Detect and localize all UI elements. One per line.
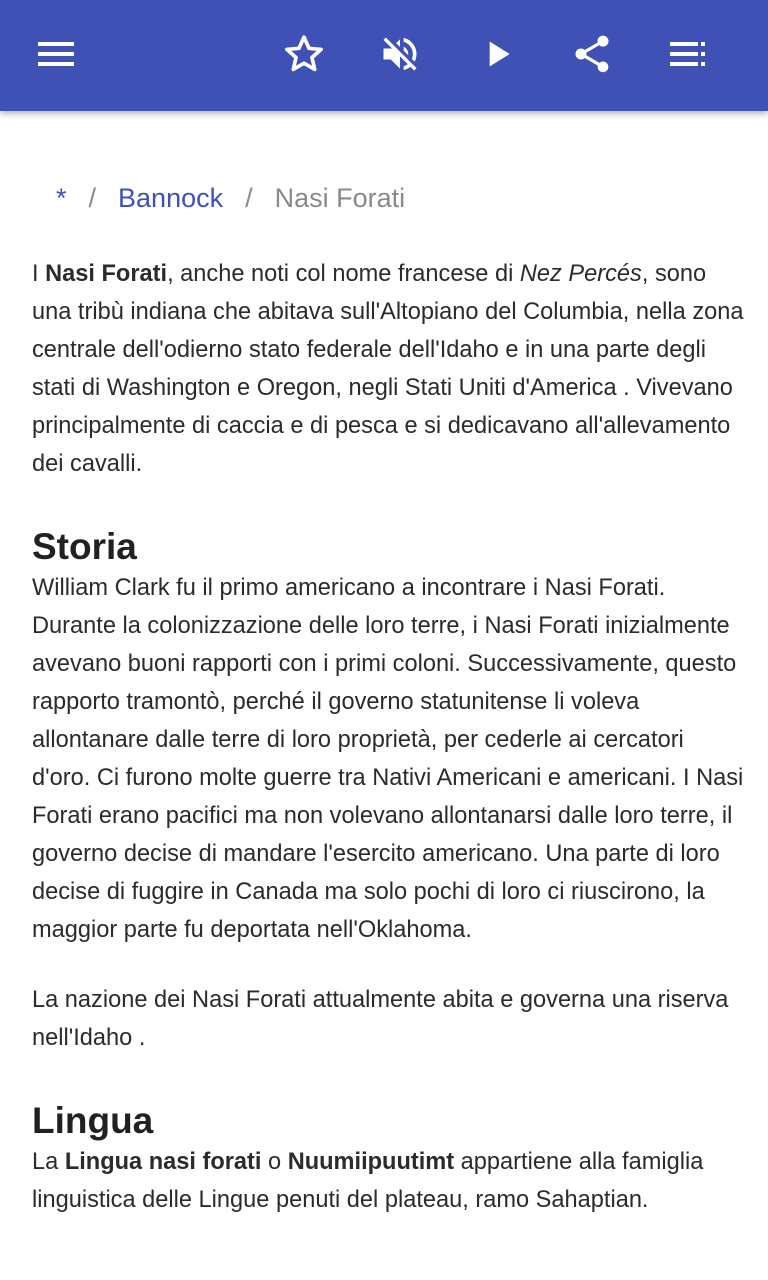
table-of-contents-button[interactable] <box>660 26 716 82</box>
share-icon <box>570 32 614 76</box>
section-heading-lingua: Lingua <box>32 1100 154 1141</box>
breadcrumb-home-link[interactable]: * <box>56 183 67 213</box>
share-button[interactable] <box>564 26 620 82</box>
breadcrumb-current: Nasi Forati <box>274 183 406 213</box>
breadcrumb-separator: / <box>88 183 97 213</box>
volume-off-icon <box>378 32 422 76</box>
intro-term: Nasi Forati <box>45 261 168 287</box>
lingua-term: Lingua nasi forati <box>64 1149 262 1175</box>
article-body <box>32 255 744 1219</box>
app-bar <box>0 0 768 111</box>
lingua-text: o <box>261 1149 288 1175</box>
intro-paragraph <box>32 255 744 483</box>
article-content[interactable] <box>0 111 768 1280</box>
intro-prefix: I <box>32 261 46 287</box>
intro-text: , anche noti col nome francese di <box>167 261 520 287</box>
menu-button[interactable] <box>28 26 84 82</box>
intro-text-rest: , sono una tribù indiana che abitava sull'Altopiano del Columbia, nella zona centrale dell'odierno stato federale dell'Idaho e in una parte degli stati di Washington e Oregon, negli Stati Uniti d'America . Vivevano principalmente di caccia e di pesca e si dedicavano all'allevamento dei cavalli. <box>32 261 744 477</box>
mute-button[interactable] <box>372 26 428 82</box>
favorite-button[interactable] <box>276 26 332 82</box>
play-button[interactable] <box>470 26 526 82</box>
breadcrumb-separator: / <box>245 183 253 213</box>
menu-icon <box>36 34 76 74</box>
list-icon <box>668 34 708 74</box>
section-heading-storia: Storia <box>32 526 137 567</box>
lingua-paragraph <box>32 1143 744 1219</box>
storia-paragraph-2: La nazione dei Nasi Forati attualmente abita e governa una riserva nell'Idaho . <box>32 987 729 1051</box>
storia-paragraph-1: William Clark fu il primo americano a incontrare i Nasi Forati. Durante la colonizzazione delle loro terre, i Nasi Forati inizialmente avevano buoni rapporti con i primi coloni. Successivamente, questo rapporto tramontò, perché il governo statunitense li voleva allontanare dalle terre di loro proprietà, per cederle ai cercatori d'oro. Ci furono molte guerre tra Nativi Americani e americani. I Nasi Forati erano pacifici ma non volevano allontanarsi dalle loro terre, il governo decise di mandare l'esercito americano. Una parte di loro decise di fuggire in Canada ma solo pochi di loro ci riuscirono, la maggior parte fu deportata nell'Oklahoma. <box>32 575 744 943</box>
lingua-prefix: La <box>32 1149 65 1175</box>
breadcrumb <box>56 181 405 215</box>
intro-alt-name: Nez Percés <box>519 261 642 287</box>
play-icon <box>478 34 518 74</box>
lingua-text-rest: appartiene alla famiglia linguistica delle Lingue penuti del plateau, ramo Sahaptian. <box>32 1149 704 1213</box>
lingua-native-term: Nuumiipuutimt <box>287 1149 455 1175</box>
star-outline-icon <box>282 32 326 76</box>
breadcrumb-parent-link[interactable]: Bannock <box>118 183 224 213</box>
